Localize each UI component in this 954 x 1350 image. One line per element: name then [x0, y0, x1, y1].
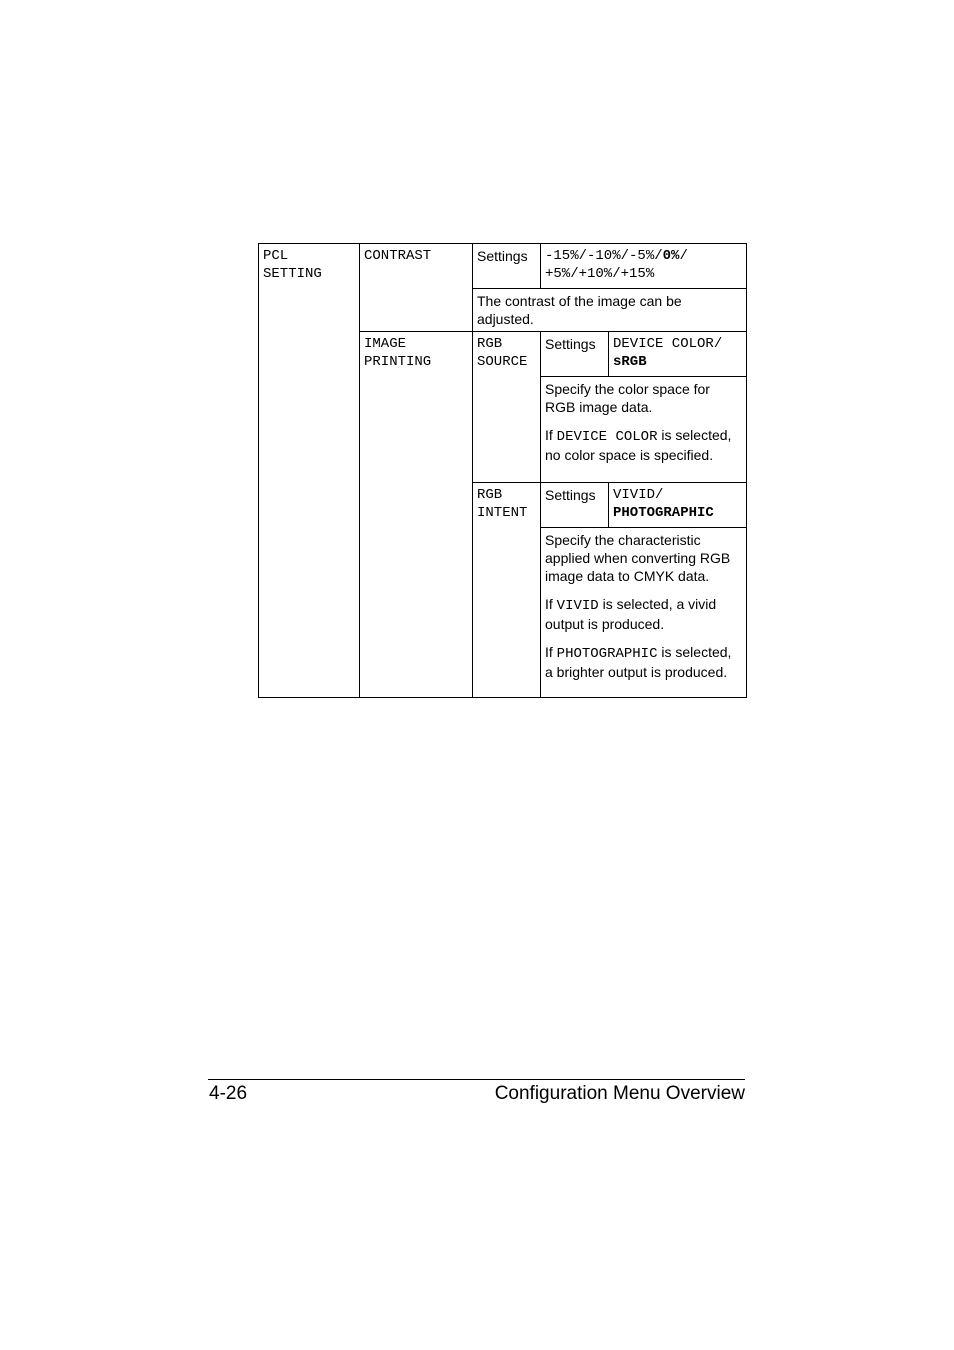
subitem-cell-rgb-intent	[473, 483, 541, 698]
contrast-default-value: 0%	[662, 248, 680, 264]
item-label: PRINTING	[364, 354, 432, 370]
contrast-description-cell	[473, 289, 747, 332]
footer-divider	[208, 1079, 745, 1080]
rgb-source-description-cell	[541, 377, 747, 483]
settings-label-cell	[541, 483, 609, 528]
rgb-source-description: Specify the color space for RGB image data.	[545, 381, 710, 415]
rgb-source-default-value: sRGB	[613, 354, 647, 370]
rgb-intent-description-cell	[541, 528, 747, 698]
rgb-intent-description: Specify the characteristic applied when converting RGB image data to CMYK data.	[545, 532, 731, 584]
menu-label: PCL	[263, 248, 289, 264]
menu-label: SETTING	[263, 266, 322, 282]
section-title: Configuration Menu Overview	[494, 1083, 745, 1104]
contrast-description: The contrast of the image can be adjusted.	[477, 293, 682, 327]
rgb-source-note: If DEVICE COLOR is selected, no color space is specified.	[545, 427, 732, 463]
rgb-intent-value: VIVID/	[613, 487, 664, 503]
item-cell-contrast	[360, 244, 473, 332]
rgb-intent-default-value: PHOTOGRAPHIC	[613, 505, 714, 521]
rgb-source-values-cell	[609, 332, 747, 377]
subitem-label: INTENT	[477, 505, 528, 521]
contrast-values: -15%/-10%/-5%/	[545, 248, 663, 264]
settings-label-cell	[541, 332, 609, 377]
rgb-intent-note-photographic: If PHOTOGRAPHIC is selected, a brighter output is produced.	[545, 644, 732, 680]
contrast-values-cell	[541, 244, 747, 289]
subitem-label: RGB	[477, 336, 503, 352]
rgb-intent-note-vivid: If VIVID is selected, a vivid output is produced.	[545, 596, 717, 632]
item-cell-image-printing	[360, 332, 473, 698]
page-number: 4-26	[209, 1083, 248, 1104]
rgb-source-value: DEVICE COLOR/	[613, 336, 723, 352]
settings-label: Settings	[477, 248, 528, 264]
menu-cell-pcl-setting	[259, 244, 360, 698]
rgb-intent-values-cell	[609, 483, 747, 528]
contrast-values: +5%/+10%/+15%	[545, 266, 655, 282]
item-label: CONTRAST	[364, 248, 432, 264]
subitem-label: RGB	[477, 487, 503, 503]
settings-label-cell	[473, 244, 541, 289]
settings-label: Settings	[545, 336, 596, 352]
configuration-menu-table	[258, 243, 747, 698]
item-label: IMAGE	[364, 336, 407, 352]
contrast-values-separator: /	[679, 248, 688, 264]
subitem-label: SOURCE	[477, 354, 528, 370]
settings-label: Settings	[545, 487, 596, 503]
subitem-cell-rgb-source	[473, 332, 541, 483]
